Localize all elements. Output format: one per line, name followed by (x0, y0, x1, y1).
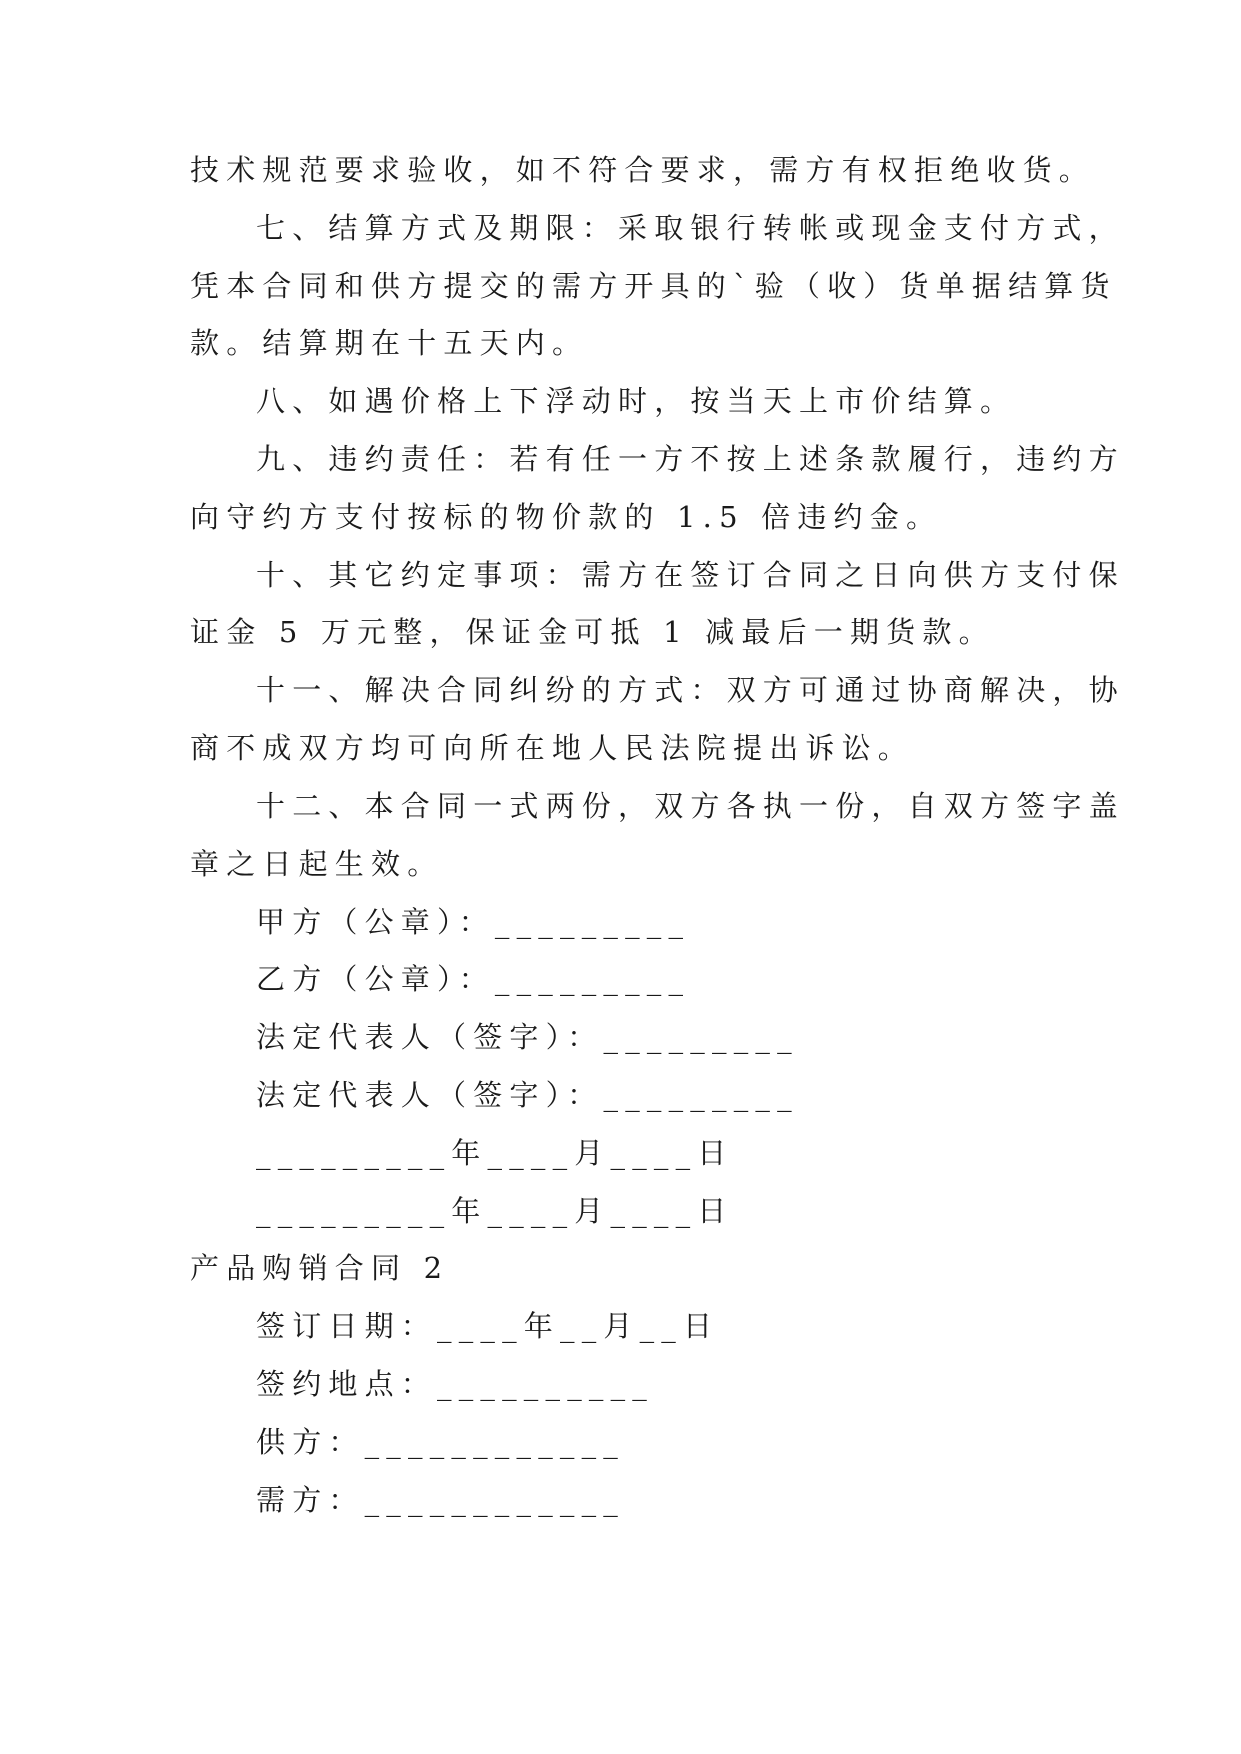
text-line: 证金 5 万元整，保证金可抵 1 减最后一期货款。 (190, 615, 995, 649)
text-line: 八、如遇价格上下浮动时，按当天上市价结算。 (256, 384, 1017, 418)
text-line: 十二、本合同一式两份，双方各执一份，自双方签字盖 (256, 789, 1125, 823)
signature-field-party-b: 乙方（公章）：_________ (256, 962, 691, 996)
text-line: 十一、解决合同纠纷的方式：双方可通过协商解决，协 (256, 673, 1125, 707)
text-line: 商不成双方均可向所在地人民法院提出诉讼。 (190, 731, 915, 765)
signing-date-field: 签订日期：____年__月__日 (256, 1309, 720, 1343)
date-field: _________年____月____日 (256, 1194, 734, 1228)
text-line: 技术规范要求验收，如不符合要求，需方有权拒绝收货。 (190, 153, 1096, 187)
section-title: 产品购销合同 2 (190, 1251, 450, 1285)
signature-field-representative: 法定代表人（签字）：_________ (256, 1078, 799, 1112)
text-line: 十、其它约定事项：需方在签订合同之日向供方支付保 (256, 558, 1125, 592)
date-field: _________年____月____日 (256, 1136, 734, 1170)
text-line: 九、违约责任：若有任一方不按上述条款履行，违约方 (256, 442, 1125, 476)
signing-place-field: 签约地点：__________ (256, 1367, 655, 1401)
text-line: 章之日起生效。 (190, 847, 444, 881)
text-line: 七、结算方式及期限：采取银行转帐或现金支付方式， (256, 211, 1125, 245)
text-line: 向守约方支付按标的物价款的 1.5 倍违约金。 (190, 500, 943, 534)
buyer-field: 需方：____________ (256, 1483, 626, 1517)
supplier-field: 供方：____________ (256, 1425, 626, 1459)
text-line: 款。结算期在十五天内。 (190, 326, 589, 360)
text-line: 凭本合同和供方提交的需方开具的`验（收）货单据结算货 (190, 269, 1117, 303)
signature-field-representative: 法定代表人（签字）：_________ (256, 1020, 799, 1054)
signature-field-party-a: 甲方（公章）：_________ (256, 905, 691, 939)
